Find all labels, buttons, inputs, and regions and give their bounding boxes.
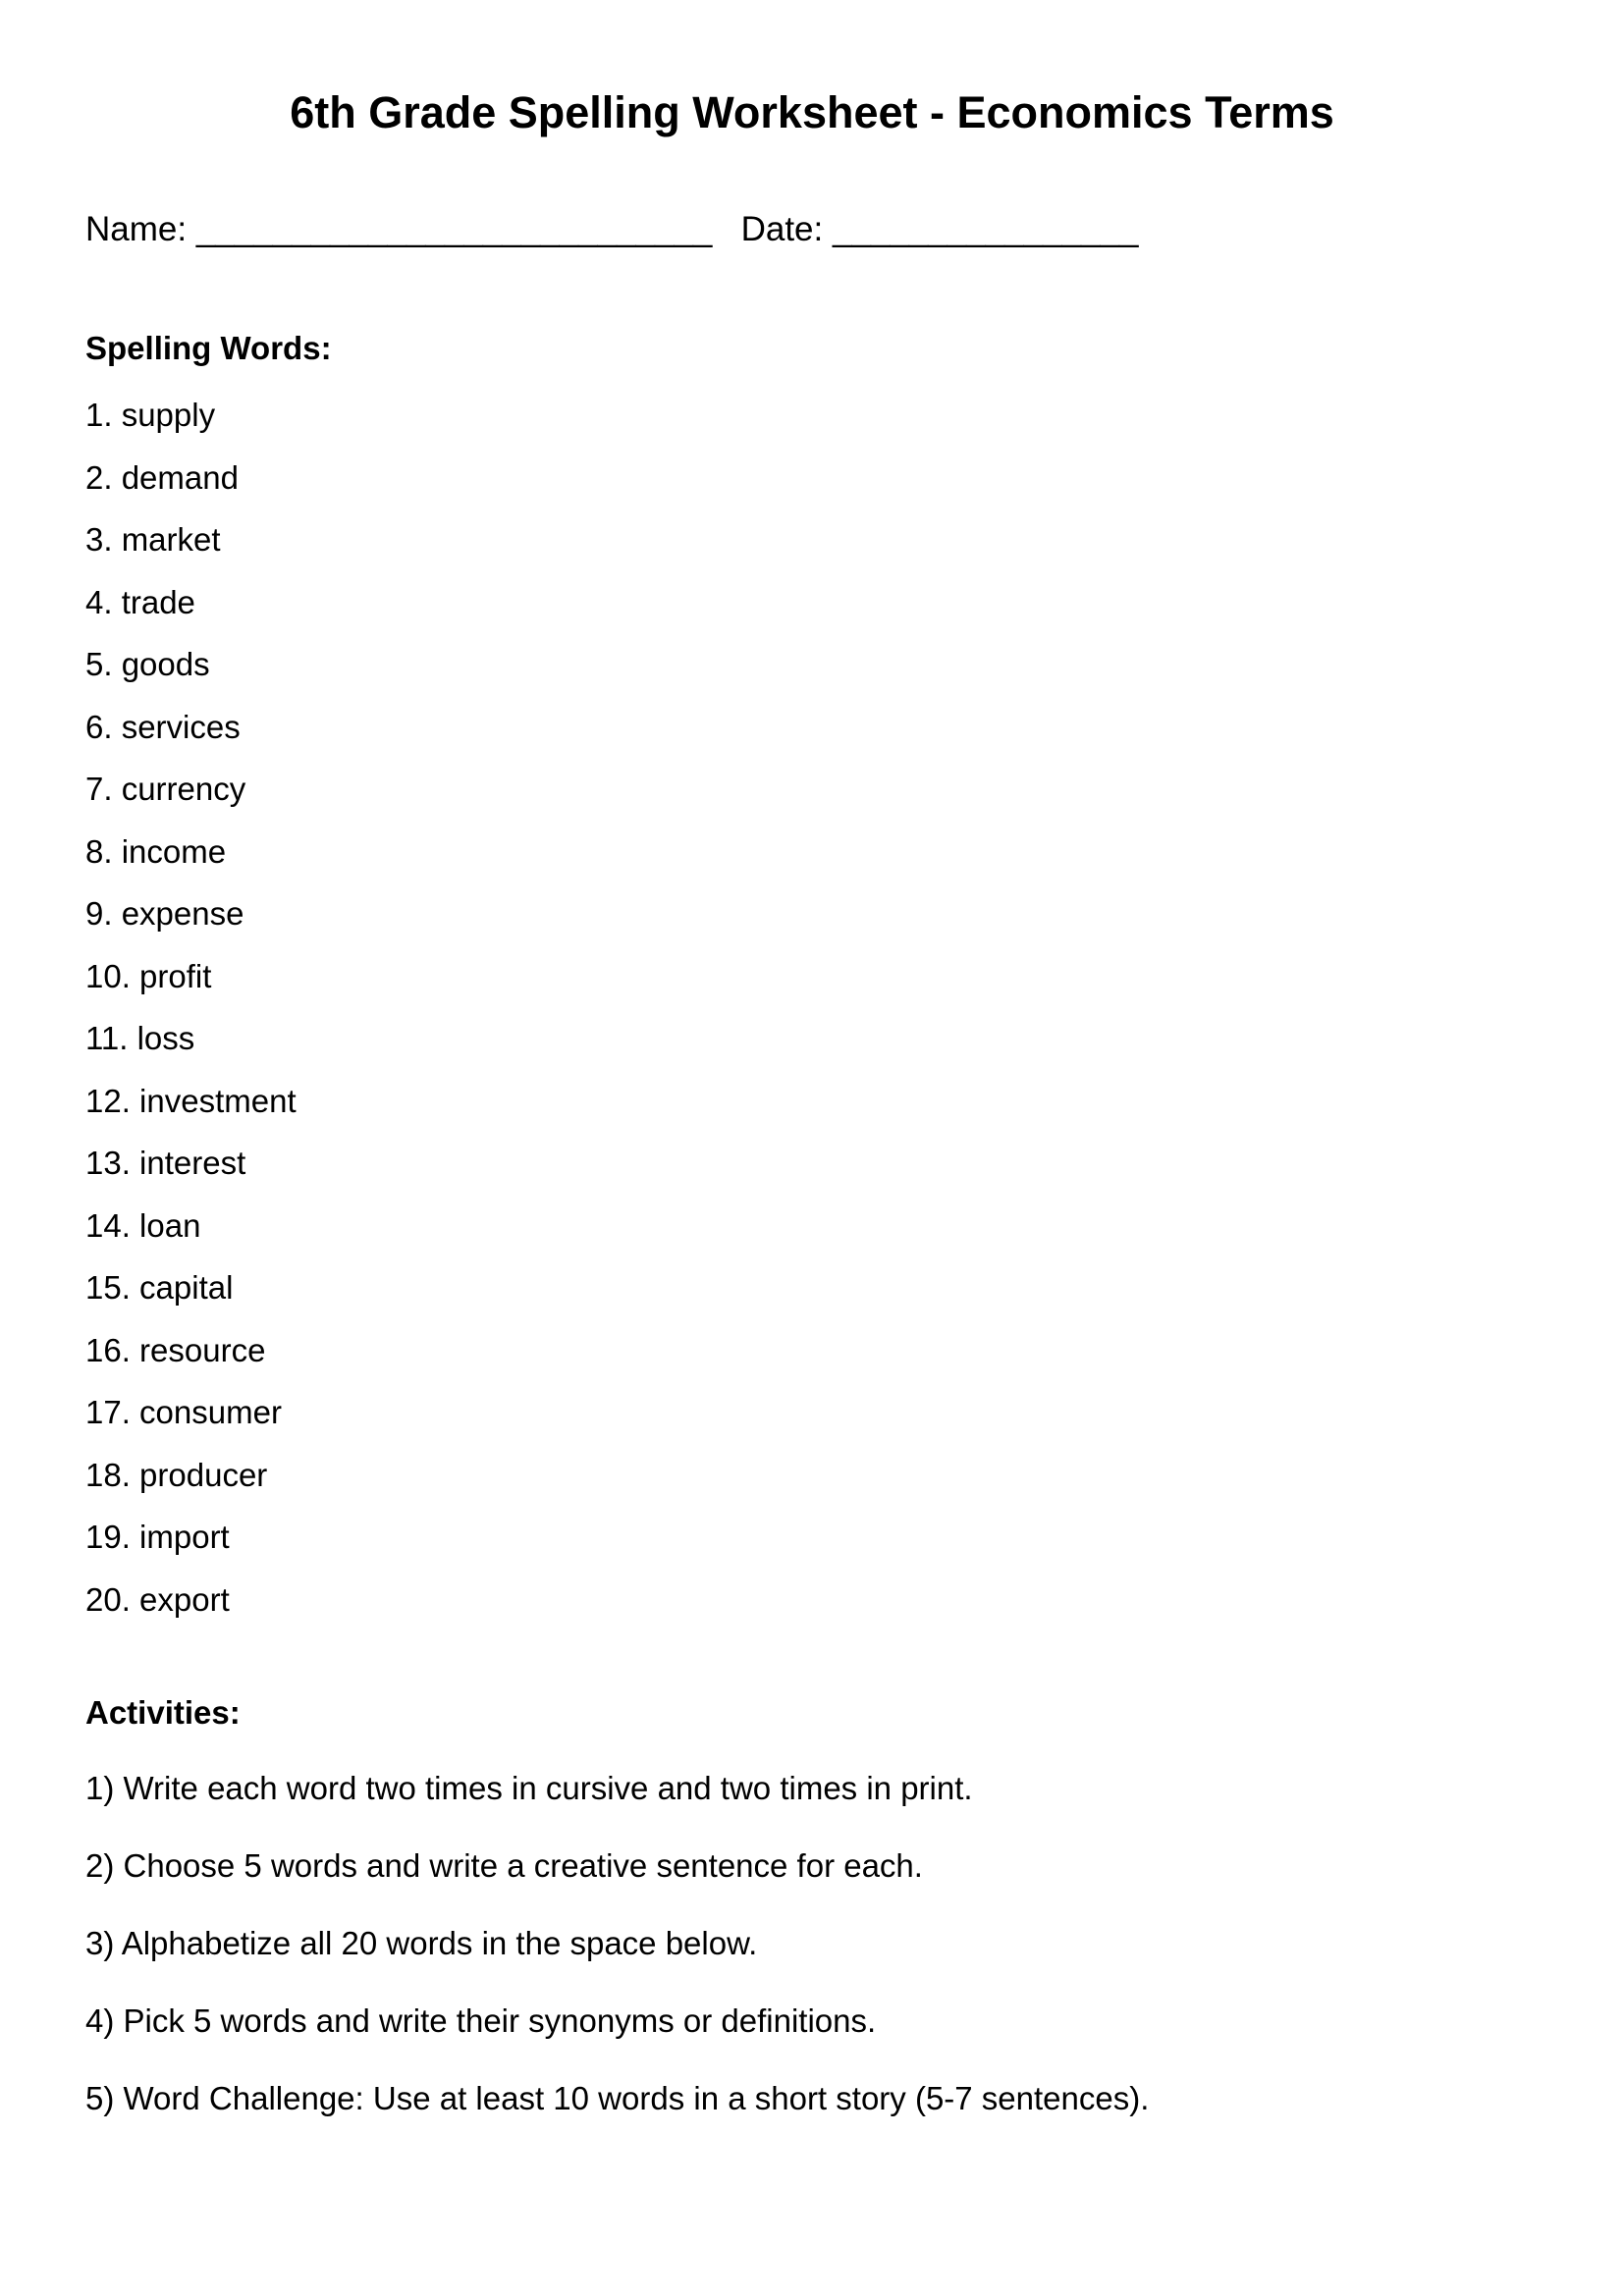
activity-item: 3) Alphabetize all 20 words in the space below. bbox=[85, 1925, 758, 1961]
spelling-word-item: 20. export bbox=[85, 1580, 230, 1618]
spelling-word-item: 7. currency bbox=[85, 771, 246, 807]
activity-list bbox=[85, 1769, 1149, 2157]
spelling-words-heading: Spelling Words: bbox=[85, 330, 332, 366]
spelling-word-item: 3. market bbox=[85, 521, 221, 558]
spelling-word-item: 4. trade bbox=[85, 583, 195, 620]
spelling-word-item: 19. import bbox=[85, 1519, 230, 1555]
activity-item: 1) Write each word two times in cursive and two times in print. bbox=[85, 1770, 973, 1806]
spelling-word-item: 2. demand bbox=[85, 458, 239, 496]
date-label: Date: bbox=[740, 210, 824, 248]
name-label: Name: bbox=[85, 210, 188, 248]
name-field[interactable]: ___________________________ bbox=[195, 210, 713, 248]
spelling-word-item: 15. capital bbox=[85, 1269, 234, 1306]
activity-item: 2) Choose 5 words and write a creative sentence for each. bbox=[85, 1847, 923, 1884]
name-date-line bbox=[85, 209, 1138, 250]
spelling-word-item: 5. goods bbox=[85, 646, 210, 682]
activity-item: 5) Word Challenge: Use at least 10 words in a short story (5-7 sentences). bbox=[85, 2080, 1150, 2116]
spelling-word-item: 10. profit bbox=[85, 957, 212, 994]
activity-item: 4) Pick 5 words and write their synonyms or definitions. bbox=[85, 2002, 877, 2039]
spelling-word-item: 8. income bbox=[85, 832, 227, 870]
page-title: 6th Grade Spelling Worksheet - Economics Terms bbox=[290, 87, 1334, 137]
spelling-word-list bbox=[85, 396, 297, 1642]
spelling-word-item: 11. loss bbox=[85, 1020, 195, 1056]
spelling-word-item: 12. investment bbox=[85, 1082, 297, 1119]
activities-heading: Activities: bbox=[85, 1694, 241, 1731]
spelling-word-item: 9. expense bbox=[85, 895, 244, 932]
spelling-word-item: 6. services bbox=[85, 708, 241, 745]
spelling-word-item: 18. producer bbox=[85, 1456, 268, 1493]
spelling-word-item: 1. supply bbox=[85, 397, 216, 433]
date-field[interactable]: ________________ bbox=[832, 210, 1139, 248]
spelling-word-item: 14. loan bbox=[85, 1206, 201, 1244]
spelling-word-item: 13. interest bbox=[85, 1145, 246, 1181]
spelling-word-item: 17. consumer bbox=[85, 1394, 282, 1430]
spelling-word-item: 16. resource bbox=[85, 1331, 266, 1368]
